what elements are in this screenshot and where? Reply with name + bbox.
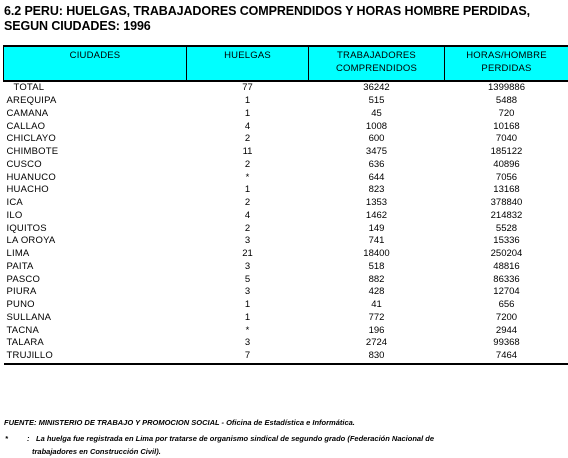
horas-cell: 40896	[493, 158, 520, 170]
trabajadores-cell: 3475	[365, 146, 388, 158]
table-row	[4, 159, 568, 172]
trabajadores-cell: 772	[368, 311, 385, 323]
footnotes	[4, 417, 435, 447]
asterisk-note	[4, 433, 435, 447]
horas-cell: 214832	[490, 209, 523, 221]
trabajadores-cell: 823	[368, 184, 385, 196]
horas-cell: 720	[498, 107, 515, 119]
huelgas-cell: 1	[244, 107, 251, 119]
source-note: FUENTE: MINISTERIO DE TRABAJO Y PROMOCION SOCIAL - Oficina de Estadística e Informática.	[4, 418, 355, 427]
table-row	[4, 210, 568, 223]
city-cell: TALARA	[6, 337, 44, 349]
horas-cell: 1399886	[488, 82, 525, 94]
table-row	[4, 95, 568, 108]
trabajadores-cell: 36242	[363, 82, 390, 94]
huelgas-cell: 11	[242, 146, 253, 158]
city-cell: TRUJILLO	[4, 350, 187, 364]
horas-cell: 7200	[495, 311, 518, 323]
title-line-1: 6.2 PERU: HUELGAS, TRABAJADORES COMPRENDIDOS Y HORAS HOMBRE PERDIDAS,	[4, 4, 531, 18]
table-row	[4, 337, 568, 350]
horas-cell: 86336	[493, 273, 520, 285]
asterisk-mark: *	[5, 434, 8, 443]
horas-cell: 10168	[493, 120, 520, 132]
header-horas-line2: PERDIDAS	[481, 63, 532, 74]
trabajadores-cell: 1008	[365, 120, 388, 132]
horas-cell: 7040	[495, 133, 518, 145]
trabajadores-cell: 644	[368, 171, 385, 183]
city-cell: ICA	[6, 197, 23, 209]
city-cell: HUANUCO	[6, 171, 56, 183]
header-trabajadores-line2: COMPRENDIDOS	[335, 63, 418, 74]
table-row	[4, 286, 568, 299]
huelgas-cell: 2	[244, 158, 251, 170]
horas-cell: 12704	[493, 286, 520, 298]
huelgas-cell: 7	[187, 350, 309, 364]
city-cell: LA OROYA	[6, 235, 56, 247]
horas-cell: 7464	[445, 350, 568, 364]
huelgas-cell: 3	[244, 260, 251, 272]
header-huelgas: HUELGAS	[187, 46, 309, 81]
horas-cell: 5488	[495, 95, 518, 107]
header-trabajadores	[309, 46, 445, 81]
header-ciudades: CIUDADES	[4, 46, 187, 81]
horas-cell: 13168	[493, 184, 520, 196]
huelgas-cell: 77	[242, 82, 253, 94]
title-line-2: SEGUN CIUDADES: 1996	[4, 19, 151, 33]
city-cell: CHIMBOTE	[6, 146, 59, 158]
horas-cell: 2944	[495, 324, 518, 336]
trabajadores-cell: 41	[371, 299, 382, 311]
huelgas-cell: 2	[244, 197, 251, 209]
trabajadores-cell: 741	[368, 235, 385, 247]
huelgas-cell: 21	[242, 248, 253, 260]
note-colon: :	[27, 434, 30, 443]
huelgas-cell: 4	[244, 120, 251, 132]
table-row	[4, 299, 568, 312]
table-row	[4, 248, 568, 261]
header-trabajadores-line1: TRABAJADORES	[337, 50, 416, 61]
trabajadores-cell: 636	[368, 158, 385, 170]
trabajadores-cell: 149	[368, 222, 385, 234]
trabajadores-cell: 1353	[365, 197, 388, 209]
trabajadores-cell: 45	[371, 107, 382, 119]
table-body	[4, 81, 568, 364]
huelgas-cell: 3	[244, 337, 251, 349]
table-row	[4, 350, 568, 364]
huelgas-cell: 3	[244, 235, 251, 247]
table-row	[4, 197, 568, 210]
table-row	[4, 261, 568, 274]
city-cell: CUSCO	[6, 158, 42, 170]
horas-cell: 250204	[490, 248, 523, 260]
table-row	[4, 235, 568, 248]
table-row	[4, 312, 568, 325]
table-row	[4, 133, 568, 146]
header-horas	[445, 46, 568, 81]
trabajadores-cell: 515	[368, 95, 385, 107]
city-cell: SULLANA	[6, 311, 52, 323]
huelgas-cell: 1	[244, 95, 251, 107]
table-row	[4, 146, 568, 159]
city-cell: HUACHO	[6, 184, 49, 196]
horas-cell: 185122	[490, 146, 523, 158]
city-cell: IQUITOS	[6, 222, 47, 234]
table-row	[4, 273, 568, 286]
city-cell: LIMA	[6, 248, 30, 260]
horas-cell: 378840	[490, 197, 523, 209]
horas-cell: 7056	[495, 171, 518, 183]
asterisk-note-continuation: trabajadores en Construcción Civil).	[32, 447, 161, 456]
table-row	[4, 171, 568, 184]
city-cell: CALLAO	[6, 120, 46, 132]
huelgas-cell: 4	[244, 209, 251, 221]
table-header	[4, 46, 568, 81]
data-table	[3, 45, 568, 365]
horas-cell: 5528	[495, 222, 518, 234]
city-cell: TACNA	[6, 324, 39, 336]
huelgas-cell: 3	[244, 286, 251, 298]
table-title	[4, 4, 530, 34]
city-cell: TOTAL	[13, 82, 45, 94]
trabajadores-cell: 1462	[365, 209, 388, 221]
trabajadores-cell: 600	[368, 133, 385, 145]
trabajadores-cell: 428	[368, 286, 385, 298]
huelgas-cell: 1	[244, 311, 251, 323]
trabajadores-cell: 830	[309, 350, 445, 364]
horas-cell: 99368	[493, 337, 520, 349]
header-horas-line1: HORAS/HOMBRE	[466, 50, 547, 61]
trabajadores-cell: 882	[368, 273, 385, 285]
huelgas-cell: 2	[244, 133, 251, 145]
table-row	[4, 184, 568, 197]
city-cell: PIURA	[6, 286, 37, 298]
table-row	[4, 222, 568, 235]
huelgas-cell: 5	[244, 273, 251, 285]
city-cell: AREQUIPA	[6, 95, 57, 107]
huelgas-cell: *	[245, 171, 250, 183]
horas-cell: 656	[498, 299, 515, 311]
city-cell: PASCO	[6, 273, 41, 285]
huelgas-cell: 1	[244, 184, 251, 196]
table-row	[4, 120, 568, 133]
huelgas-cell: 1	[244, 299, 251, 311]
total-row	[4, 81, 568, 95]
table-row	[4, 324, 568, 337]
city-cell: CAMANA	[6, 107, 49, 119]
trabajadores-cell: 196	[368, 324, 385, 336]
trabajadores-cell: 18400	[363, 248, 390, 260]
horas-cell: 48816	[493, 260, 520, 272]
city-cell: PUNO	[6, 299, 35, 311]
trabajadores-cell: 518	[368, 260, 385, 272]
asterisk-note-text: La huelga fue registrada en Lima por tratarse de organismo sindical de segundo grado (Federación Nacional de	[36, 434, 435, 443]
city-cell: CHICLAYO	[6, 133, 56, 145]
huelgas-cell: 2	[244, 222, 251, 234]
table-row	[4, 108, 568, 121]
trabajadores-cell: 2724	[365, 337, 388, 349]
horas-cell: 15336	[493, 235, 520, 247]
city-cell: PAITA	[6, 260, 34, 272]
city-cell: ILO	[6, 209, 23, 221]
huelgas-cell: *	[245, 324, 250, 336]
